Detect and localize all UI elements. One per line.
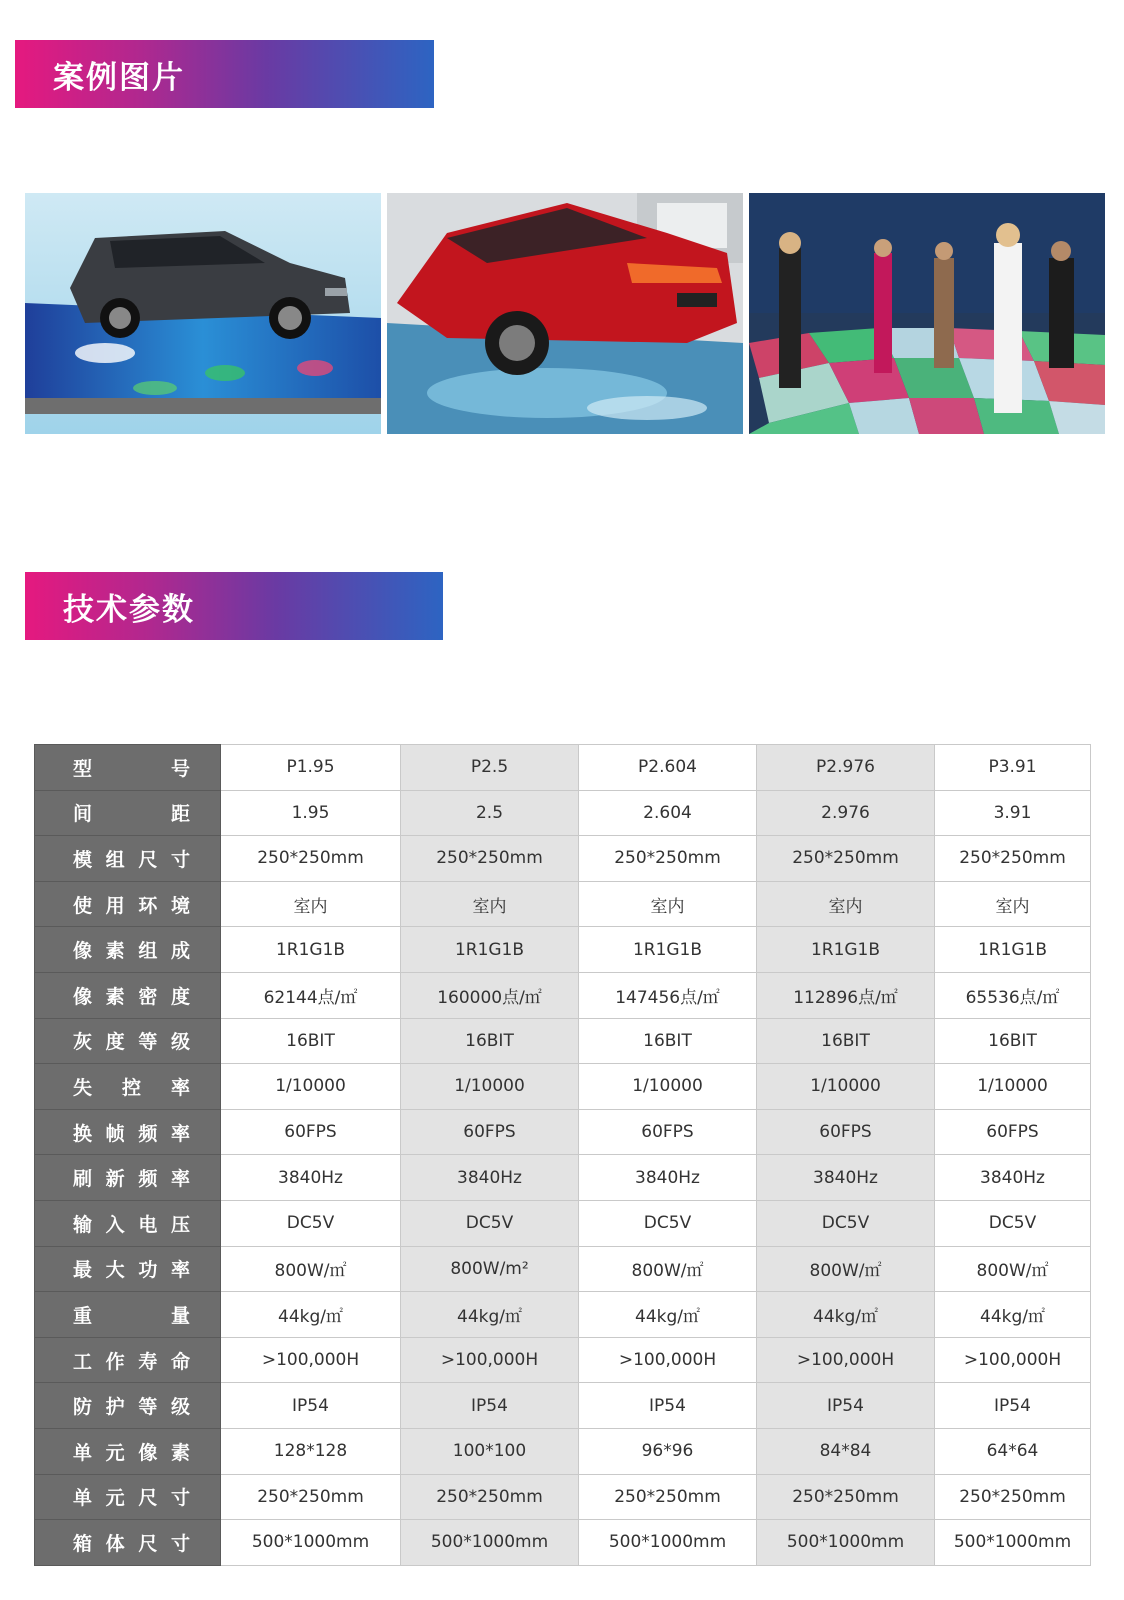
spec-value-cell: DC5V xyxy=(757,1200,935,1246)
spec-row xyxy=(35,1109,1091,1155)
spec-value-cell: 16BIT xyxy=(757,1018,935,1064)
cases-section-header xyxy=(15,40,434,108)
spec-label-cell xyxy=(35,1064,221,1110)
spec-value-cell: P2.5 xyxy=(401,745,579,791)
spec-label: 像 素 密 度 xyxy=(73,985,190,1008)
spec-label: 换 帧 频 率 xyxy=(73,1122,190,1145)
spec-value-cell: IP54 xyxy=(757,1383,935,1429)
spec-value-cell: 60FPS xyxy=(757,1109,935,1155)
spec-label: 防 护 等 级 xyxy=(73,1396,190,1419)
spec-value-cell: 250*250mm xyxy=(401,836,579,882)
spec-value-cell: DC5V xyxy=(401,1200,579,1246)
spec-value-cell: 800W/m² xyxy=(401,1246,579,1292)
spec-label-cell xyxy=(35,1200,221,1246)
spec-value-cell: >100,000H xyxy=(757,1337,935,1383)
spec-label-cell xyxy=(35,1428,221,1474)
spec-label: 使 用 环 境 xyxy=(73,894,190,917)
spec-row xyxy=(35,927,1091,973)
spec-value-cell: 1.95 xyxy=(221,790,401,836)
spec-value-cell: DC5V xyxy=(935,1200,1091,1246)
spec-label: 间 距 xyxy=(73,803,190,826)
spec-value-cell: 250*250mm xyxy=(757,836,935,882)
spec-value-cell: 250*250mm xyxy=(221,1474,401,1520)
spec-value-cell: 250*250mm xyxy=(221,836,401,882)
spec-value-cell: 3840Hz xyxy=(401,1155,579,1201)
spec-value-cell: 1/10000 xyxy=(579,1064,757,1110)
spec-label: 模 组 尺 寸 xyxy=(73,848,190,871)
spec-value-cell: IP54 xyxy=(221,1383,401,1429)
specs-section-title: 技术参数 xyxy=(63,591,195,628)
spec-value-cell: 500*1000mm xyxy=(935,1520,1091,1566)
spec-row xyxy=(35,1246,1091,1292)
spec-value-cell: 16BIT xyxy=(221,1018,401,1064)
spec-value-cell: 3840Hz xyxy=(757,1155,935,1201)
spec-value-cell: IP54 xyxy=(401,1383,579,1429)
spec-value-cell: 1R1G1B xyxy=(757,927,935,973)
spec-value-cell: DC5V xyxy=(579,1200,757,1246)
spec-value-cell: 2.5 xyxy=(401,790,579,836)
spec-label-cell xyxy=(35,972,221,1018)
spec-label-cell xyxy=(35,927,221,973)
spec-label-cell xyxy=(35,836,221,882)
cases-section-title: 案例图片 xyxy=(53,59,185,96)
spec-value-cell: 84*84 xyxy=(757,1428,935,1474)
spec-value-cell: 64*64 xyxy=(935,1428,1091,1474)
spec-value-cell: 1R1G1B xyxy=(401,927,579,973)
spec-value-cell: 44kg/㎡ xyxy=(935,1292,1091,1338)
spec-value-cell: 800W/㎡ xyxy=(221,1246,401,1292)
case-photo-red-car xyxy=(387,193,743,434)
spec-value-cell: 800W/㎡ xyxy=(935,1246,1091,1292)
spec-label-cell xyxy=(35,1018,221,1064)
spec-label: 型 号 xyxy=(73,757,190,780)
spec-value-cell: IP54 xyxy=(935,1383,1091,1429)
spec-value-cell: 室内 xyxy=(221,881,401,927)
spec-value-cell: 1/10000 xyxy=(757,1064,935,1110)
spec-label-cell xyxy=(35,1383,221,1429)
spec-label-cell xyxy=(35,1109,221,1155)
spec-label: 最 大 功 率 xyxy=(73,1259,190,1282)
spec-value-cell: 室内 xyxy=(935,881,1091,927)
spec-row xyxy=(35,1155,1091,1201)
spec-value-cell: 100*100 xyxy=(401,1428,579,1474)
spec-row xyxy=(35,1200,1091,1246)
spec-value-cell: >100,000H xyxy=(401,1337,579,1383)
spec-value-cell: 44kg/㎡ xyxy=(579,1292,757,1338)
spec-label-cell xyxy=(35,1246,221,1292)
spec-value-cell: 250*250mm xyxy=(401,1474,579,1520)
spec-value-cell: 1R1G1B xyxy=(935,927,1091,973)
spec-label-cell xyxy=(35,1520,221,1566)
spec-label: 工 作 寿 命 xyxy=(73,1350,190,1373)
spec-label-cell xyxy=(35,790,221,836)
spec-value-cell: 1/10000 xyxy=(401,1064,579,1110)
spec-row xyxy=(35,1520,1091,1566)
spec-value-cell: 250*250mm xyxy=(935,836,1091,882)
spec-value-cell: 800W/㎡ xyxy=(579,1246,757,1292)
spec-value-cell: 800W/㎡ xyxy=(757,1246,935,1292)
spec-value-cell: 60FPS xyxy=(579,1109,757,1155)
spec-value-cell: 250*250mm xyxy=(579,836,757,882)
spec-label: 灰 度 等 级 xyxy=(73,1031,190,1054)
spec-value-cell: 3840Hz xyxy=(935,1155,1091,1201)
spec-value-cell: 3840Hz xyxy=(579,1155,757,1201)
spec-value-cell: 500*1000mm xyxy=(401,1520,579,1566)
spec-value-cell: 250*250mm xyxy=(935,1474,1091,1520)
spec-value-cell: P1.95 xyxy=(221,745,401,791)
spec-value-cell: >100,000H xyxy=(579,1337,757,1383)
case-photo-dance-floor xyxy=(749,193,1105,434)
spec-value-cell: 室内 xyxy=(579,881,757,927)
specs-section-header xyxy=(25,572,443,640)
spec-row xyxy=(35,1383,1091,1429)
spec-value-cell: P2.976 xyxy=(757,745,935,791)
spec-value-cell: 室内 xyxy=(401,881,579,927)
spec-value-cell: 1/10000 xyxy=(935,1064,1091,1110)
spec-value-cell: 160000点/㎡ xyxy=(401,972,579,1018)
spec-row xyxy=(35,836,1091,882)
spec-row xyxy=(35,790,1091,836)
spec-value-cell: 44kg/㎡ xyxy=(221,1292,401,1338)
spec-value-cell: 62144点/㎡ xyxy=(221,972,401,1018)
spec-row xyxy=(35,1018,1091,1064)
spec-label-cell xyxy=(35,745,221,791)
spec-value-cell: 250*250mm xyxy=(757,1474,935,1520)
spec-value-cell: 147456点/㎡ xyxy=(579,972,757,1018)
spec-value-cell: P2.604 xyxy=(579,745,757,791)
spec-label-cell xyxy=(35,1292,221,1338)
spec-value-cell: 1R1G1B xyxy=(579,927,757,973)
spec-value-cell: 1/10000 xyxy=(221,1064,401,1110)
spec-row xyxy=(35,1337,1091,1383)
spec-table xyxy=(34,744,1091,1566)
spec-value-cell: 3.91 xyxy=(935,790,1091,836)
spec-value-cell: 16BIT xyxy=(401,1018,579,1064)
spec-value-cell: 16BIT xyxy=(935,1018,1091,1064)
spec-value-cell: 500*1000mm xyxy=(757,1520,935,1566)
spec-label: 失 控 率 xyxy=(73,1076,190,1099)
spec-value-cell: 60FPS xyxy=(221,1109,401,1155)
spec-label-cell xyxy=(35,1155,221,1201)
spec-value-cell: 65536点/㎡ xyxy=(935,972,1091,1018)
spec-value-cell: 96*96 xyxy=(579,1428,757,1474)
spec-value-cell: 44kg/㎡ xyxy=(757,1292,935,1338)
spec-row xyxy=(35,745,1091,791)
spec-label-cell xyxy=(35,1474,221,1520)
spec-value-cell: 128*128 xyxy=(221,1428,401,1474)
spec-value-cell: 60FPS xyxy=(401,1109,579,1155)
spec-label: 箱 体 尺 寸 xyxy=(73,1532,190,1555)
case-photo-car-display xyxy=(25,193,381,434)
spec-row xyxy=(35,1292,1091,1338)
spec-label: 输 入 电 压 xyxy=(73,1213,190,1236)
spec-row xyxy=(35,1064,1091,1110)
spec-row xyxy=(35,881,1091,927)
spec-value-cell: 16BIT xyxy=(579,1018,757,1064)
spec-label: 单 元 尺 寸 xyxy=(73,1487,190,1510)
spec-value-cell: DC5V xyxy=(221,1200,401,1246)
spec-value-cell: 2.976 xyxy=(757,790,935,836)
spec-label-cell xyxy=(35,881,221,927)
spec-value-cell: P3.91 xyxy=(935,745,1091,791)
spec-row xyxy=(35,972,1091,1018)
spec-label: 刷 新 频 率 xyxy=(73,1168,190,1191)
spec-label: 单 元 像 素 xyxy=(73,1441,190,1464)
spec-value-cell: 60FPS xyxy=(935,1109,1091,1155)
spec-label-cell xyxy=(35,1337,221,1383)
spec-value-cell: 44kg/㎡ xyxy=(401,1292,579,1338)
spec-value-cell: IP54 xyxy=(579,1383,757,1429)
spec-value-cell: 112896点/㎡ xyxy=(757,972,935,1018)
spec-value-cell: 1R1G1B xyxy=(221,927,401,973)
spec-value-cell: 250*250mm xyxy=(579,1474,757,1520)
spec-value-cell: 500*1000mm xyxy=(579,1520,757,1566)
spec-label: 重 量 xyxy=(73,1304,190,1327)
spec-value-cell: 3840Hz xyxy=(221,1155,401,1201)
spec-value-cell: 2.604 xyxy=(579,790,757,836)
spec-value-cell: 室内 xyxy=(757,881,935,927)
spec-value-cell: 500*1000mm xyxy=(221,1520,401,1566)
spec-label: 像 素 组 成 xyxy=(73,940,190,963)
spec-value-cell: >100,000H xyxy=(935,1337,1091,1383)
spec-row xyxy=(35,1428,1091,1474)
spec-value-cell: >100,000H xyxy=(221,1337,401,1383)
spec-row xyxy=(35,1474,1091,1520)
